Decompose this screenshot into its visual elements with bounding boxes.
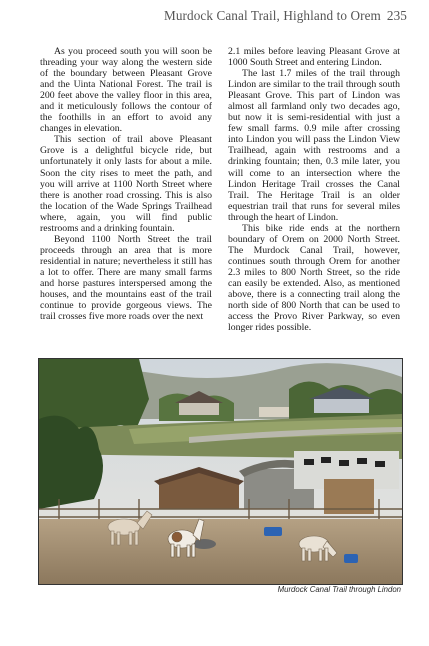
left-column	[40, 46, 212, 333]
trail-photo	[38, 358, 403, 585]
running-head	[164, 8, 407, 24]
paragraph-continued: 2.1 miles before leaving Pleasant Grove at 1000 South Street and entering Lindon.	[228, 46, 400, 69]
text-columns	[40, 46, 400, 333]
page-number: 235	[386, 8, 407, 23]
right-column	[228, 46, 400, 333]
figure-caption: Murdock Canal Trail through Lindon	[277, 585, 401, 594]
paragraph: This section of trail above Pleasant Grove is a delightful bicycle ride, but unfortunately it only lasts for about a mile. Soon the city rises to meet the path, and you will arrive at 1100 North Street where there is another road crossing. This is also the location of the Wade Springs Trailhead where, again, you will find public restrooms and a drinking fountain.	[40, 134, 212, 234]
paragraph: As you proceed south you will soon be threading your way along the western side of the boundary between Pleasant Grove and the Uinta National Forest. The trail is 200 feet above the valley floor in this area, and it meticulously follows the contour of the foothills in an effort to avoid any changes in elevation.	[40, 46, 212, 135]
photo-illustration	[39, 359, 402, 584]
paragraph: The last 1.7 miles of the trail through Lindon are similar to the trail through south Pleasant Grove. This part of Lindon was almost all farmland only two decades ago, but now it is semi-residential with just a few small farms. 0.9 mile after crossing into Lindon you will pass the Lindon View Trailhead, again with restrooms and a drinking fountain; then, 0.3 mile later, you will come to an intersection where the Lindon Heritage Trail crosses the Canal Trail. The Heritage Trail is an older equestrian trail that runs for several miles through the heart of Lindon.	[228, 68, 400, 223]
paragraph: This bike ride ends at the northern boundary of Orem on 2000 North Street. The Murdock Canal Trail, however, continues south through Orem for another 2.3 miles to 800 North Street, so the ride can easily be extended. Also, as mentioned above, there is a connecting trail along the north side of 800 North that can be used to access the Provo River Parkway, so even longer rides possible.	[228, 222, 400, 334]
running-title: Murdock Canal Trail, Highland to Orem	[164, 8, 381, 23]
paragraph: Beyond 1100 North Street the trail proceeds through an area that is more residential in nature; nevertheless it still has a lot to offer. There are many small farms and horse pastures interspersed among the houses, and the mountains east of the trail continue to provide gorgeous views. The trail crosses five more roads over the next	[40, 233, 212, 323]
